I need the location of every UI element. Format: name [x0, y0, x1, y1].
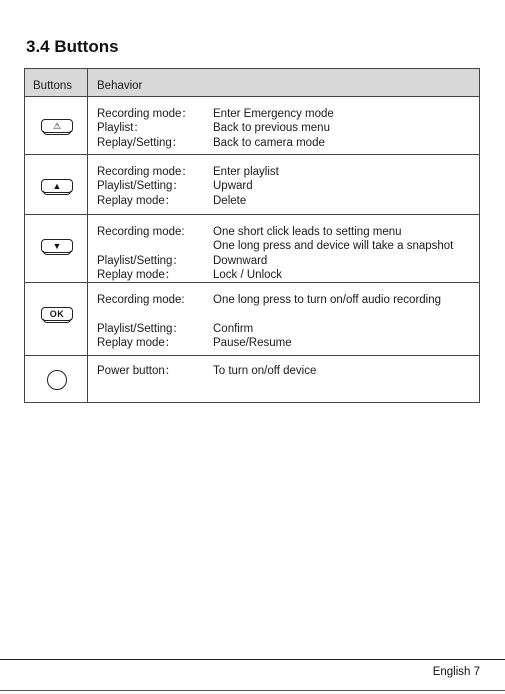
mode-label: Playlist：	[97, 122, 145, 135]
action-text: One short click leads to setting menu	[213, 226, 402, 238]
mode-label: Recording mode:	[97, 294, 185, 307]
table-header-row	[25, 69, 480, 97]
button-icon-cell	[25, 356, 88, 403]
action-text: Pause/Resume	[213, 337, 292, 350]
action-text: One long press to turn on/off audio recording	[213, 294, 442, 307]
down-triangle-icon: ▼	[52, 240, 62, 251]
emergency-key-icon	[41, 119, 73, 133]
behavior-line	[97, 179, 473, 193]
action-text: Enter playlist	[213, 166, 279, 178]
footer-divider	[0, 659, 505, 660]
action-text: Upward	[213, 180, 253, 193]
bottom-divider	[0, 690, 505, 691]
behavior-line	[97, 293, 473, 307]
mode-label: Playlist/Setting：	[97, 180, 184, 193]
action-text: To turn on/off device	[213, 365, 317, 378]
mode-label: Power button：	[97, 365, 177, 378]
column-header-behavior: Behavior	[88, 69, 480, 97]
behavior-line	[97, 194, 473, 208]
mode-label: Playlist/Setting：	[97, 322, 184, 335]
table-row	[25, 283, 480, 356]
table-row	[25, 215, 480, 283]
action-text: Delete	[213, 194, 247, 207]
mode-label: Replay/Setting：	[97, 136, 184, 149]
up-key-icon	[41, 179, 73, 193]
action-text: Back to camera mode	[213, 136, 325, 149]
mode-label	[97, 239, 213, 253]
power-button-icon	[47, 370, 67, 390]
ok-key-icon	[41, 307, 73, 321]
behavior-line	[97, 239, 473, 253]
behavior-line	[97, 336, 473, 350]
behavior-line	[97, 121, 473, 135]
behavior-line	[97, 364, 473, 378]
column-header-buttons: Buttons	[25, 69, 88, 97]
behavior-cell	[88, 97, 480, 155]
action-text: Lock / Unlock	[213, 268, 283, 281]
action-text: Confirm	[213, 322, 254, 335]
behavior-line	[97, 136, 473, 150]
table-row	[25, 155, 480, 215]
button-icon-cell	[25, 283, 88, 356]
mode-label: Recording mode：	[97, 108, 193, 120]
table-row	[25, 356, 480, 403]
mode-label: Replay mode：	[97, 337, 177, 350]
action-text: One long press and device will take a snapshot	[213, 240, 454, 253]
down-key-icon	[41, 239, 73, 253]
warning-triangle-icon: ⚠	[52, 120, 62, 131]
up-triangle-icon: ▲	[52, 180, 62, 191]
mode-label: Recording mode:	[97, 226, 185, 238]
button-icon-cell	[25, 155, 88, 215]
mode-label: Replay mode：	[97, 268, 177, 281]
mode-label: Playlist/Setting：	[97, 254, 184, 267]
behavior-cell	[88, 356, 480, 403]
action-text: Enter Emergency mode	[213, 108, 334, 120]
behavior-line	[97, 225, 473, 239]
mode-label: Replay mode：	[97, 194, 177, 207]
behavior-cell	[88, 155, 480, 215]
behavior-line	[97, 268, 473, 282]
ok-key-label: OK	[49, 309, 65, 320]
behavior-cell	[88, 283, 480, 356]
behavior-line	[97, 107, 473, 121]
buttons-table	[24, 68, 480, 403]
behavior-line	[97, 322, 473, 336]
behavior-line	[97, 165, 473, 179]
button-icon-cell	[25, 215, 88, 283]
table-row	[25, 97, 480, 155]
action-text: Downward	[213, 254, 268, 267]
behavior-cell	[88, 215, 480, 283]
page-number: English 7	[432, 666, 480, 678]
behavior-line	[97, 254, 473, 268]
page-title: 3.4 Buttons	[26, 37, 119, 56]
action-text: Back to previous menu	[213, 122, 330, 135]
mode-label: Recording mode：	[97, 166, 193, 178]
button-icon-cell	[25, 97, 88, 155]
